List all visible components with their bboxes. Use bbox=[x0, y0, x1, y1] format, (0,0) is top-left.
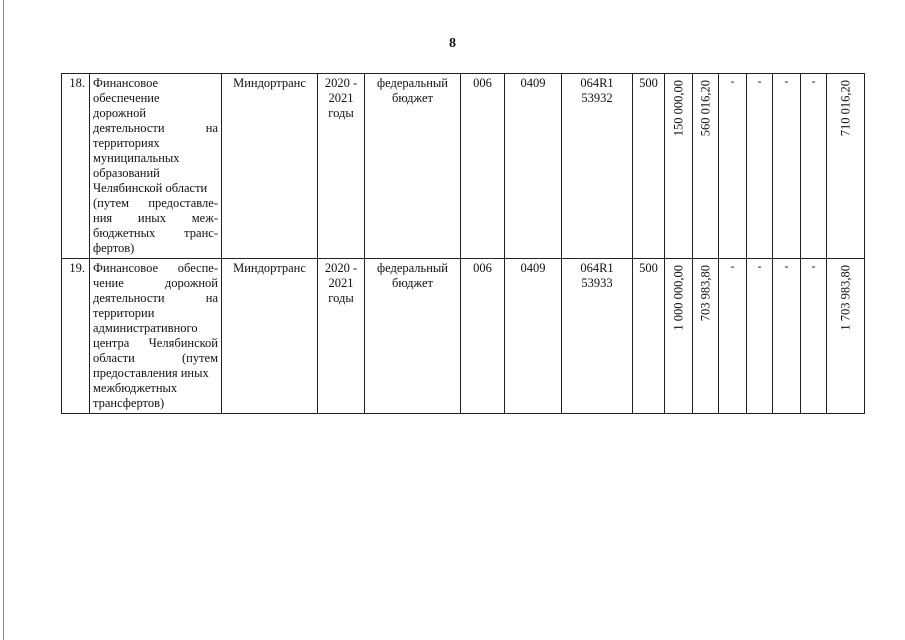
measure-name-line: дорожной bbox=[93, 106, 147, 120]
measure-name-line: Финансовое обеспе- bbox=[93, 261, 218, 275]
amount-2025: - bbox=[801, 74, 827, 259]
measure-name-line: территориях bbox=[93, 136, 160, 150]
amount-total-value: 1 703 983,80 bbox=[838, 265, 852, 331]
executor: Миндортранс bbox=[222, 74, 318, 259]
measure-name-line: межбюджетных bbox=[93, 381, 178, 395]
amount-2023: - bbox=[747, 74, 773, 259]
amount-2021-value: 703 983,80 bbox=[698, 265, 712, 322]
measure-name-line: Челябинской области bbox=[93, 181, 208, 195]
period: 2020 - 2021 годы bbox=[318, 259, 365, 414]
amount-total bbox=[827, 74, 865, 259]
measure-name-line: деятельности на bbox=[93, 291, 218, 305]
amount-2020 bbox=[665, 259, 693, 414]
amount-total-value: 710 016,20 bbox=[838, 80, 852, 137]
measure-name-line: территории bbox=[93, 306, 155, 320]
measure-name-line: Финансовое bbox=[93, 76, 159, 90]
measure-name-line: области (путем bbox=[93, 351, 218, 365]
measure-name-line: деятельности на bbox=[93, 121, 218, 135]
section-code: 0409 bbox=[505, 74, 562, 259]
amount-2025: - bbox=[801, 259, 827, 414]
amount-2023: - bbox=[747, 259, 773, 414]
measure-name-line: ния иных меж- bbox=[93, 211, 218, 225]
measure-name-line: предоставления иных bbox=[93, 366, 209, 380]
funding-source: федеральный бюджет bbox=[365, 259, 461, 414]
measure-name bbox=[90, 74, 222, 259]
measure-name bbox=[90, 259, 222, 414]
page-number: 8 bbox=[449, 36, 456, 51]
measure-name-line: фертов) bbox=[93, 241, 135, 255]
amount-2024: - bbox=[773, 259, 801, 414]
amount-2020-value: 150 000,00 bbox=[671, 80, 685, 137]
measure-name-line: обеспечение bbox=[93, 91, 160, 105]
budget-table bbox=[61, 73, 865, 414]
measure-name-line: (путем предоставле- bbox=[93, 196, 218, 210]
measure-name-line: административного bbox=[93, 321, 198, 335]
measure-name-line: муниципальных bbox=[93, 151, 180, 165]
amount-2020 bbox=[665, 74, 693, 259]
measure-name-line: трансфертов) bbox=[93, 396, 165, 410]
section-code: 0409 bbox=[505, 259, 562, 414]
measure-name-line: чение дорожной bbox=[93, 276, 218, 290]
table-row bbox=[62, 259, 865, 414]
target-article-code: 064R1 53932 bbox=[562, 74, 633, 259]
period: 2020 - 2021 годы bbox=[318, 74, 365, 259]
measure-name-line: образований bbox=[93, 166, 160, 180]
table-row bbox=[62, 74, 865, 259]
amount-2022: - bbox=[719, 259, 747, 414]
amount-2021 bbox=[693, 74, 719, 259]
measure-name-line: бюджетных транс- bbox=[93, 226, 218, 240]
expense-type-code: 500 bbox=[633, 259, 665, 414]
scan-left-edge bbox=[3, 0, 4, 640]
target-article-code: 064R1 53933 bbox=[562, 259, 633, 414]
executor: Миндортранс bbox=[222, 259, 318, 414]
measure-name-line: центра Челябинской bbox=[93, 336, 218, 350]
amount-2021 bbox=[693, 259, 719, 414]
amount-2021-value: 560 016,20 bbox=[698, 80, 712, 137]
grbs-code: 006 bbox=[461, 74, 505, 259]
amount-2022: - bbox=[719, 74, 747, 259]
funding-source: федеральный бюджет bbox=[365, 74, 461, 259]
amount-2024: - bbox=[773, 74, 801, 259]
row-number: 19. bbox=[62, 259, 90, 414]
row-number: 18. bbox=[62, 74, 90, 259]
expense-type-code: 500 bbox=[633, 74, 665, 259]
grbs-code: 006 bbox=[461, 259, 505, 414]
amount-total bbox=[827, 259, 865, 414]
amount-2020-value: 1 000 000,00 bbox=[671, 265, 685, 331]
